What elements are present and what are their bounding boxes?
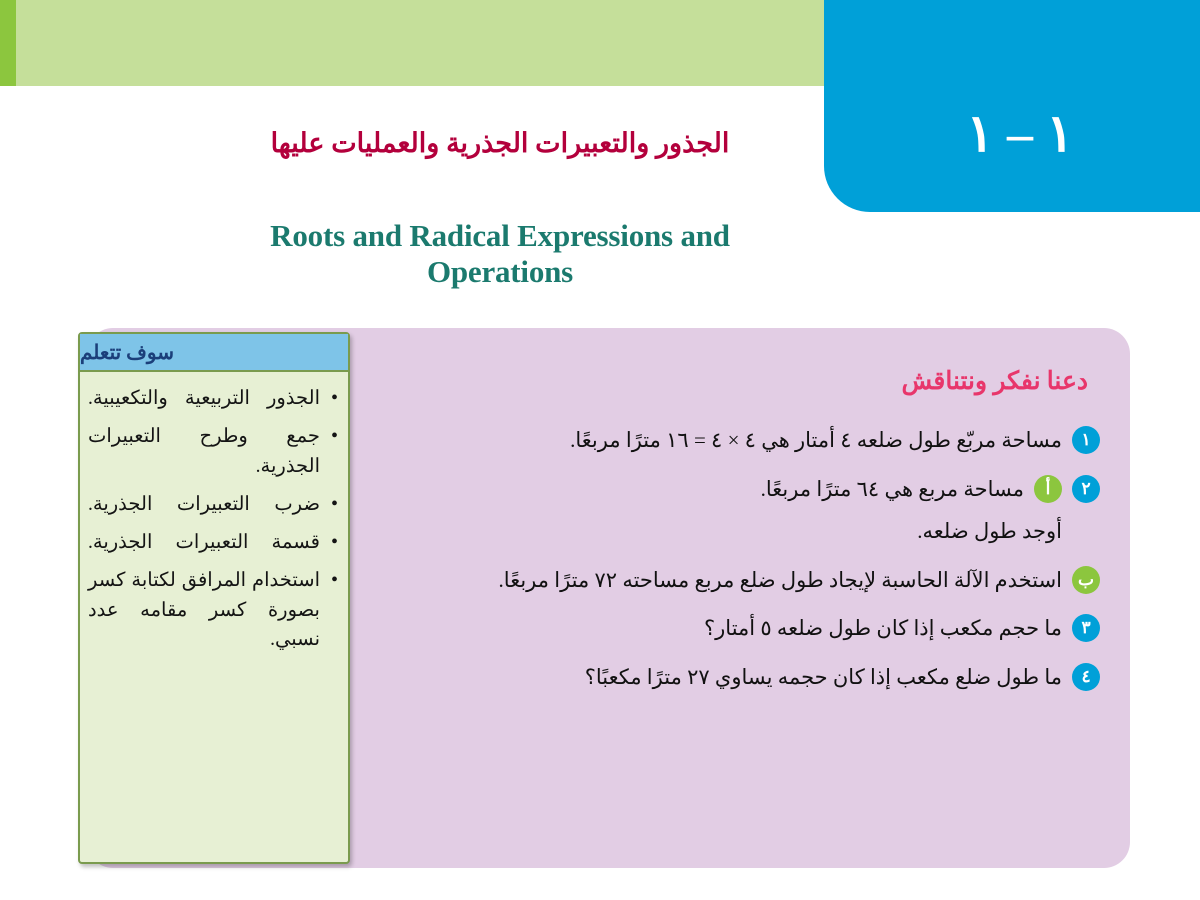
- lesson-title-english: Roots and Radical Expressions and Operations: [270, 218, 730, 289]
- list-item: • قسمة التعبيرات الجذرية.: [88, 528, 338, 557]
- question-badge: ٢: [1072, 475, 1100, 503]
- question-item-2-sub-line: [370, 515, 1062, 548]
- discussion-question-list: [370, 424, 1100, 709]
- question-badge: ب: [1072, 566, 1100, 594]
- will-learn-list: [80, 372, 348, 654]
- question-text: ما حجم مكعب إذا كان طول ضلعه ٥ أمتار؟: [704, 616, 1062, 641]
- question-item-1: [370, 424, 1100, 457]
- discussion-title: دعنا نفكر ونتناقش: [901, 368, 1088, 395]
- will-learn-box: [78, 332, 350, 864]
- question-text: مساحة مربع هي ٦٤ مترًا مربعًا.: [760, 476, 1024, 501]
- list-item: • استخدام المرافق لكتابة كسر بصورة كسر مقامه عدد نسبي.: [88, 566, 338, 654]
- question-item-2: [370, 473, 1100, 506]
- question-text: ما طول ضلع مكعب إذا كان حجمه يساوي ٢٧ مترًا مكعبًا؟: [584, 664, 1062, 689]
- will-learn-header: سوف تتعلم: [80, 334, 348, 372]
- list-item: • الجذور التربيعية والتكعيبية.: [88, 384, 338, 413]
- question-text: استخدم الآلة الحاسبة لإيجاد طول ضلع مربع مساحته ٧٢ مترًا مربعًا.: [498, 567, 1062, 592]
- list-item: • جمع وطرح التعبيرات الجذرية.: [88, 422, 338, 481]
- question-text: مساحة مربّع طول ضلعه ٤ أمتار هي ٤ × ٤ = ١٦ مترًا مربعًا.: [570, 428, 1062, 452]
- question-sub-badge-a: أ: [1034, 475, 1062, 503]
- question-badge: ٣: [1072, 614, 1100, 642]
- lesson-number: ١ – ١: [966, 106, 1074, 163]
- question-item-4: [370, 661, 1100, 694]
- question-badge: ١: [1072, 426, 1100, 454]
- question-item-3: [370, 612, 1100, 645]
- top-green-band: [0, 0, 835, 86]
- lesson-title-arabic: الجذور والتعبيرات الجذرية والعمليات عليها: [270, 128, 730, 158]
- question-sub-text: أوجد طول ضلعه.: [917, 519, 1062, 544]
- list-item: • ضرب التعبيرات الجذرية.: [88, 490, 338, 519]
- top-left-accent-bar: [0, 0, 16, 86]
- question-badge: ٤: [1072, 663, 1100, 691]
- question-item-2b: [370, 564, 1100, 597]
